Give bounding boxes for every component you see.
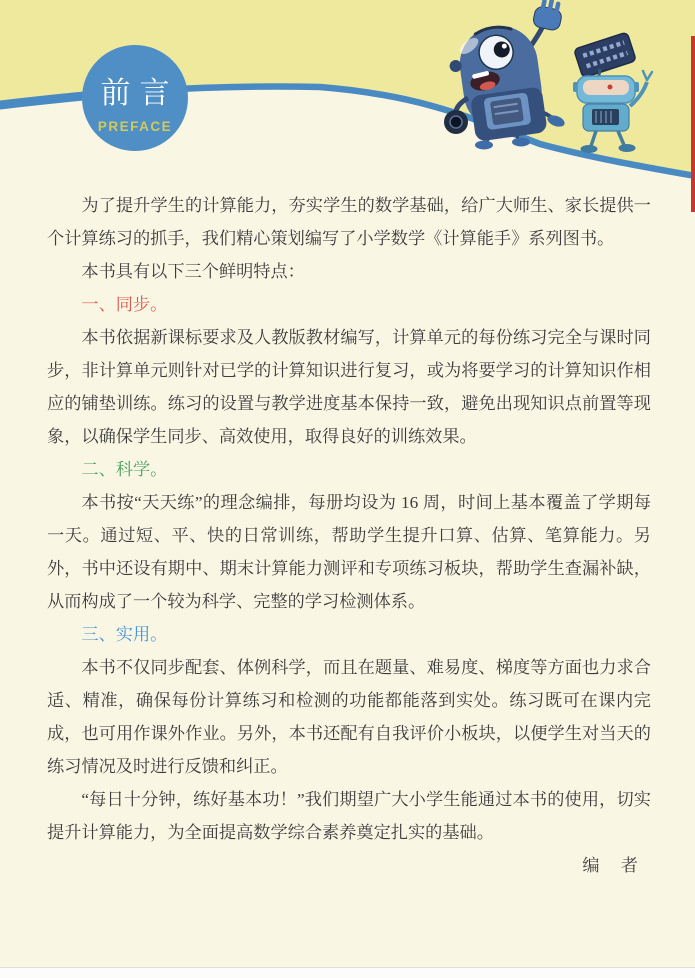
closing-paragraph: “每日十分钟，练好基本功！”我们期望广大小学生能通过本书的使用，切实提升计算能力，为全面提高数学综合素养奠定扎实的基础。 bbox=[47, 790, 651, 842]
preface-badge bbox=[82, 45, 188, 151]
feature-2-heading: 二、科学。 bbox=[81, 460, 168, 479]
features-lead: 本书具有以下三个鲜明特点： bbox=[81, 262, 305, 281]
preface-title: 前言 bbox=[100, 77, 179, 110]
scan-bottom-edge bbox=[0, 967, 695, 978]
page-edge-red-strip bbox=[691, 36, 695, 212]
feature-1-body: 本书依据新课标要求及人教版教材编写，计算单元的每份练习完全与课时同步，非计算单元则针对已学的计算知识进行复习，或为将要学习的计算知识作相应的铺垫训练。练习的设置与教学进度基本保持一致，避免出现知识点前置等现象，以确保学生同步、高效使用，取得良好的训练效果。 bbox=[47, 328, 651, 446]
preface-subtitle: PREFACE bbox=[97, 119, 173, 134]
preface-content bbox=[47, 189, 651, 882]
feature-3-heading: 三、实用。 bbox=[81, 625, 168, 644]
feature-2-body: 本书按“天天练”的理念编排，每册均设为 16 周，时间上基本覆盖了学期每一天。通过短、平、快的日常训练，帮助学生提升口算、估算、笔算能力。另外，书中还设有期中、期末计算能力测评和专项练习板块，帮助学生查漏补缺，从而构成了一个较为科学、完整的学习检测体系。 bbox=[47, 493, 651, 611]
feature-3-body: 本书不仅同步配套、体例科学，而且在题量、难易度、梯度等方面也力求合适、精准，确保每份计算练习和检测的功能都能落到实处。练习既可在课内完成，也可用作课外作业。另外，本书还配有自我评价小板块，以便学生对当天的练习情况及时进行反馈和纠正。 bbox=[47, 658, 651, 776]
feature-1-heading: 一、同步。 bbox=[81, 295, 168, 314]
author-signature: 编 者 bbox=[582, 856, 640, 875]
intro-paragraph: 为了提升学生的计算能力，夯实学生的数学基础，给广大师生、家长提供一个计算练习的抓手，我们精心策划编写了小学数学《计算能手》系列图书。 bbox=[47, 196, 651, 248]
